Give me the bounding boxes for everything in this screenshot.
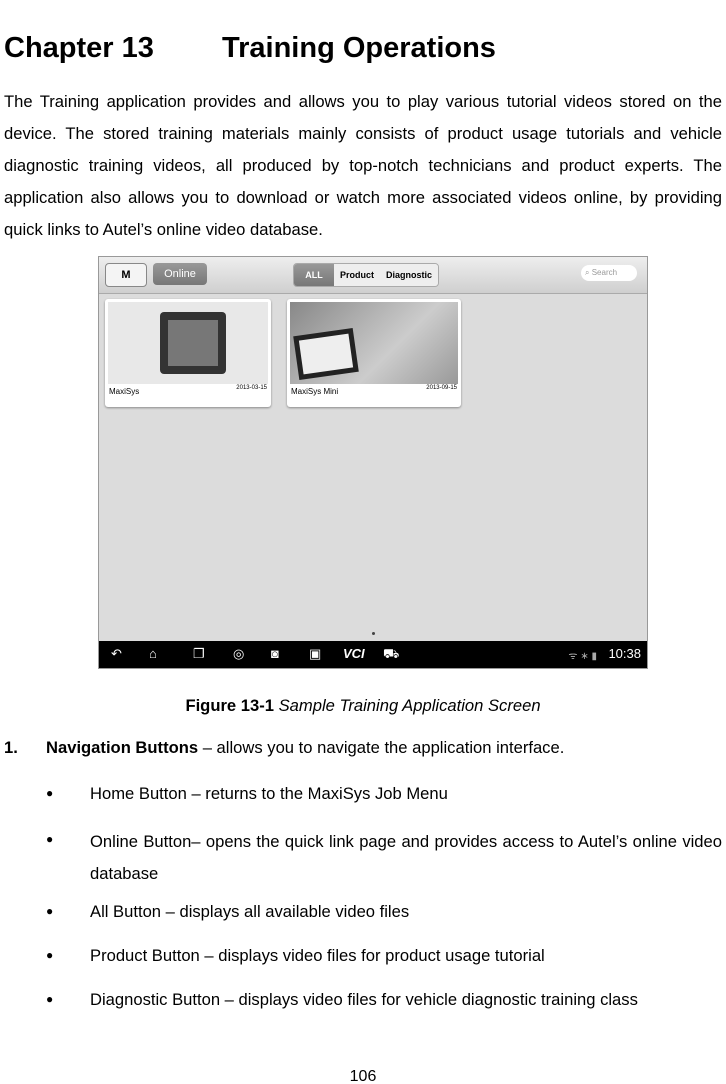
home-button[interactable]: [105, 263, 147, 287]
caption-label: Figure 13-1: [185, 696, 274, 715]
video-thumbnail: [108, 302, 268, 384]
bullet-icon: ●: [46, 904, 54, 918]
filter-tabs: [293, 263, 439, 287]
chapter-number: Chapter 13: [4, 32, 154, 64]
system-navbar: [99, 641, 647, 668]
bullet-icon: ●: [46, 948, 54, 962]
item-number: 1.: [4, 738, 18, 757]
bullet-item: Product Button – displays video files for product usage tutorial: [90, 946, 545, 965]
vci-icon[interactable]: VCI: [343, 646, 365, 661]
video-date: 2013-03-15: [236, 385, 267, 391]
caption-text: Sample Training Application Screen: [278, 696, 541, 715]
item-desc: – allows you to navigate the application interface.: [198, 738, 565, 757]
bullet-icon: ●: [46, 832, 54, 846]
tab-diagnostic[interactable]: Diagnostic: [380, 264, 438, 286]
online-button[interactable]: Online: [153, 263, 207, 285]
camera-icon[interactable]: ◙: [271, 646, 279, 661]
home-icon: M: [121, 269, 131, 281]
video-card[interactable]: [105, 299, 271, 407]
back-icon[interactable]: ↶: [111, 646, 122, 661]
display-icon[interactable]: ▣: [309, 646, 322, 661]
bullet-item: All Button – displays all available video files: [90, 902, 410, 921]
video-card[interactable]: [287, 299, 461, 407]
figure-caption: [0, 696, 726, 716]
video-thumbnail: [290, 302, 458, 384]
list-number: [4, 734, 18, 762]
tab-all[interactable]: ALL: [294, 264, 334, 286]
bullet-icon: ●: [46, 786, 54, 800]
page-number: 106: [349, 1068, 377, 1084]
tab-product[interactable]: Product: [334, 264, 380, 286]
search-placeholder: Search: [591, 268, 618, 277]
clock: 10:38: [608, 646, 641, 661]
bullet-item: Online Button– opens the quick link page and provides access to Autel’s online video database: [90, 832, 722, 883]
search-input[interactable]: [581, 265, 637, 281]
bullet-item: Diagnostic Button – displays video files for vehicle diagnostic training class: [90, 990, 638, 1009]
home-icon[interactable]: ⌂: [149, 646, 157, 661]
search-icon: ⌕: [585, 268, 590, 277]
chapter-heading: [4, 32, 496, 65]
bullet-icon: ●: [46, 992, 54, 1006]
recent-apps-icon[interactable]: ❐: [193, 646, 205, 661]
list-item: [46, 734, 564, 762]
video-title: MaxiSys: [109, 387, 140, 396]
chapter-title: Training Operations: [222, 32, 496, 64]
car-icon[interactable]: ⛟: [383, 646, 400, 661]
intro-paragraph: The Training application provides and allows you to play various tutorial videos stored on the device. The stored training materials mainly consists of product usage tutorials and vehicle diagnostic training videos, all produced by top-notch technicians and product experts. The application also allows you to download or watch more associated videos online, by providing quick links to Autel’s online video database.: [4, 92, 722, 239]
browser-icon[interactable]: ◎: [233, 646, 245, 661]
page-indicator: [372, 632, 375, 635]
video-date: 2013-09-15: [426, 385, 457, 391]
item-title: Navigation Buttons: [46, 738, 199, 757]
video-title: MaxiSys Mini: [291, 387, 339, 396]
bullet-item: Home Button – returns to the MaxiSys Job Menu: [90, 784, 448, 803]
top-toolbar: [99, 257, 647, 294]
training-app-screenshot: [98, 256, 648, 669]
status-icons: ᯤ ∗ ▮: [568, 651, 597, 662]
